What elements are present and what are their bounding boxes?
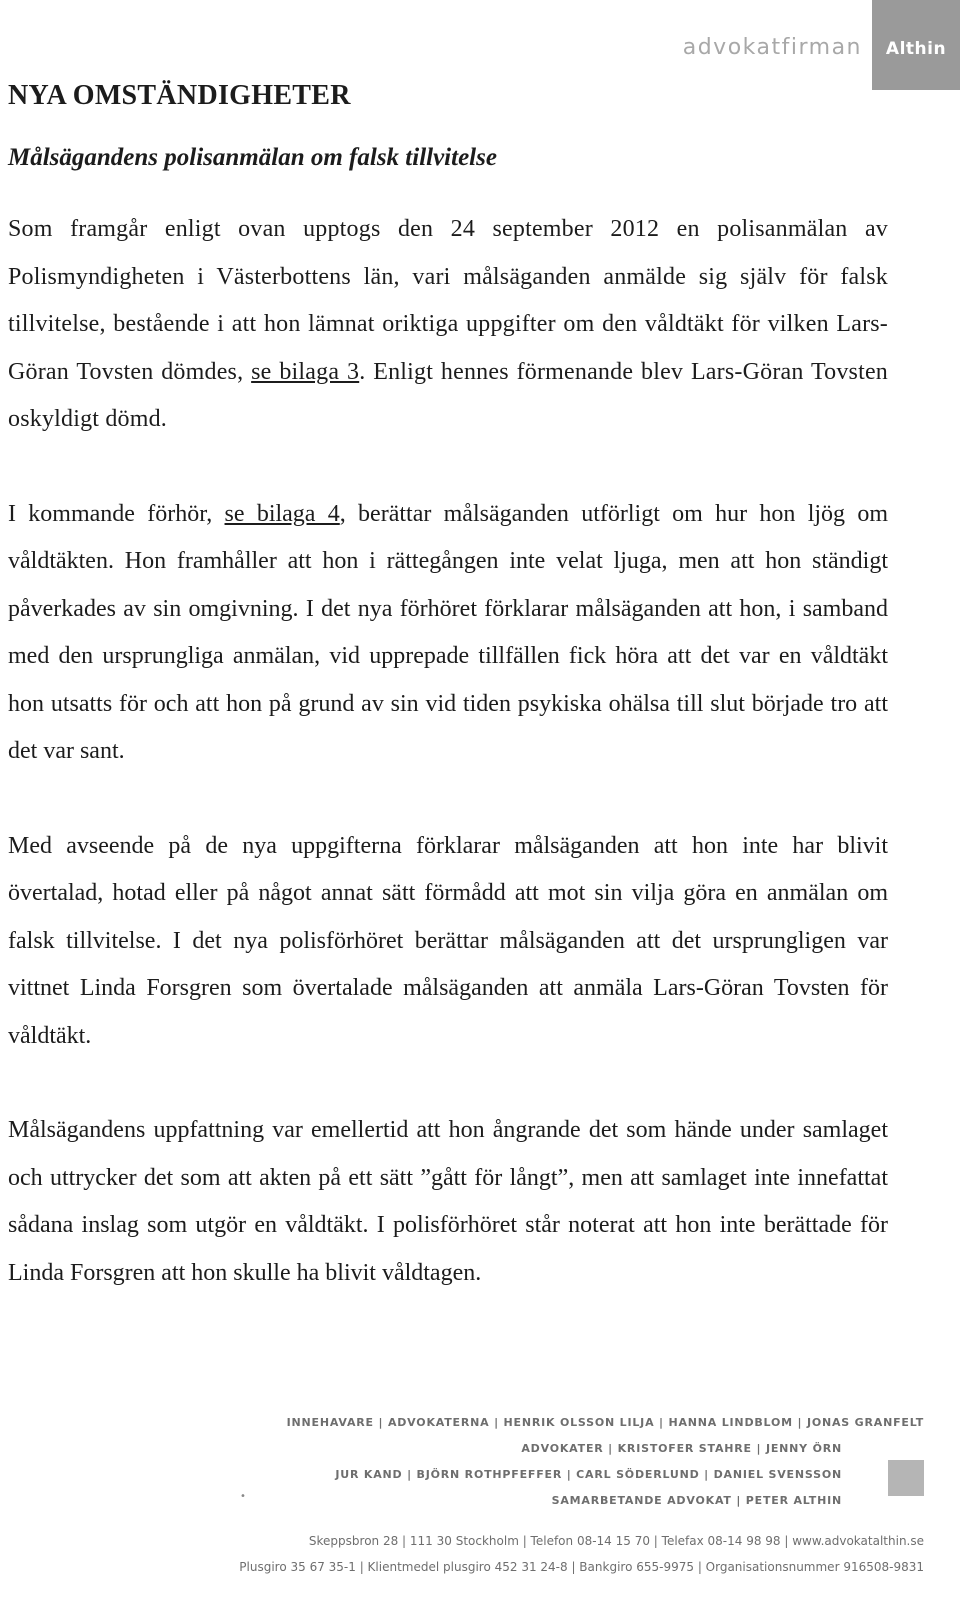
paragraph-4: Målsägandens uppfattning var emellertid att hon ångrande det som hände under samlaget och uttrycker det som att akten på ett sätt ”gått för långt”, men att samlaget inte innefattat sådana inslag som utgör en våldtäkt. I polisförhöret står noterat att hon inte berättade för Linda Forsgren att hon skulle ha blivit våldtagen. <box>8 1117 888 1286</box>
paragraph-1 <box>8 206 888 444</box>
footer-registration-line: Plusgiro 35 67 35-1 | Klientmedel plusgiro 452 31 24-8 | Bankgiro 655-9975 | Organisationsnummer 916508-9831 <box>239 1560 924 1574</box>
section-heading: NYA OMSTÄNDIGHETER <box>8 80 351 111</box>
footer-jurkand-line: JUR KAND | BJÖRN ROTHPFEFFER | CARL SÖDERLUND | DANIEL SVENSSON <box>335 1468 842 1481</box>
footer-advokater-line: ADVOKATER | KRISTOFER STAHRE | JENNY ÖRN <box>521 1442 842 1455</box>
paragraph-2-text-b: , berättar målsäganden utförligt om hur hon ljög om våldtäkten. Hon framhåller att hon i rättegången inte velat ljuga, men att hon ständigt påverkades av sin omgivning. I det nya förhöret förklarar målsäganden att hon, i samband med den ursprungliga anmälan, vid upprepade tillfällen fick höra att det var en våldtäkt hon utsatts för och att hon på grund av sin vid tiden psykiska ohälsa till slut började tro att det var sant. <box>8 500 888 764</box>
attachment-4-reference: se bilaga 4 <box>224 500 340 527</box>
logo-box: Althin <box>872 0 960 90</box>
logo-wordmark: advokatfirman <box>682 34 862 60</box>
letterhead-footer <box>150 1410 924 1580</box>
footer-owners-line: INNEHAVARE | ADVOKATERNA | HENRIK OLSSON LILJA | HANNA LINDBLOM | JONAS GRANFELT <box>286 1416 924 1429</box>
footer-contact-line: Skeppsbron 28 | 111 30 Stockholm | Telefon 08-14 15 70 | Telefax 08-14 98 98 | www.advokatalthin.se <box>308 1534 924 1548</box>
footer-partner-line: SAMARBETANDE ADVOKAT | PETER ALTHIN <box>551 1494 842 1507</box>
paragraph-1-text-a: Som framgår enligt ovan upptogs den 24 september 2012 en polisanmälan av Polismyndigheten i Västerbottens län, vari målsäganden anmälde sig själv för falsk tillvitelse, bestående i att hon lämnat oriktiga uppgifter om den våldtäkt för vilken Lars-Göran Tovsten dömdes, <box>8 216 888 385</box>
footer-dot: • <box>240 1491 246 1502</box>
paragraph-2-text-a: I kommande förhör, <box>8 500 225 527</box>
attachment-3-reference: se bilaga 3 <box>251 358 360 385</box>
section-subheading: Målsägandens polisanmälan om falsk tillvitelse <box>8 144 497 171</box>
paragraph-2 <box>8 491 888 776</box>
paragraph-1-text-b: . Enligt hennes förmenande blev Lars-Göran Tovsten oskyldigt dömd. <box>8 358 888 432</box>
document-body <box>8 72 888 1297</box>
paragraph-3: Med avseende på de nya uppgifterna förklarar målsäganden att hon inte har blivit övertalad, hotad eller på något annat sätt förmådd att mot sin vilja göra en anmälan om falsk tillvitelse. I det nya polisförhöret berättar målsäganden att det ursprungligen var vittnet Linda Forsgren som övertalade målsäganden att anmäla Lars-Göran Tovsten för våldtäkt. <box>8 832 888 1049</box>
